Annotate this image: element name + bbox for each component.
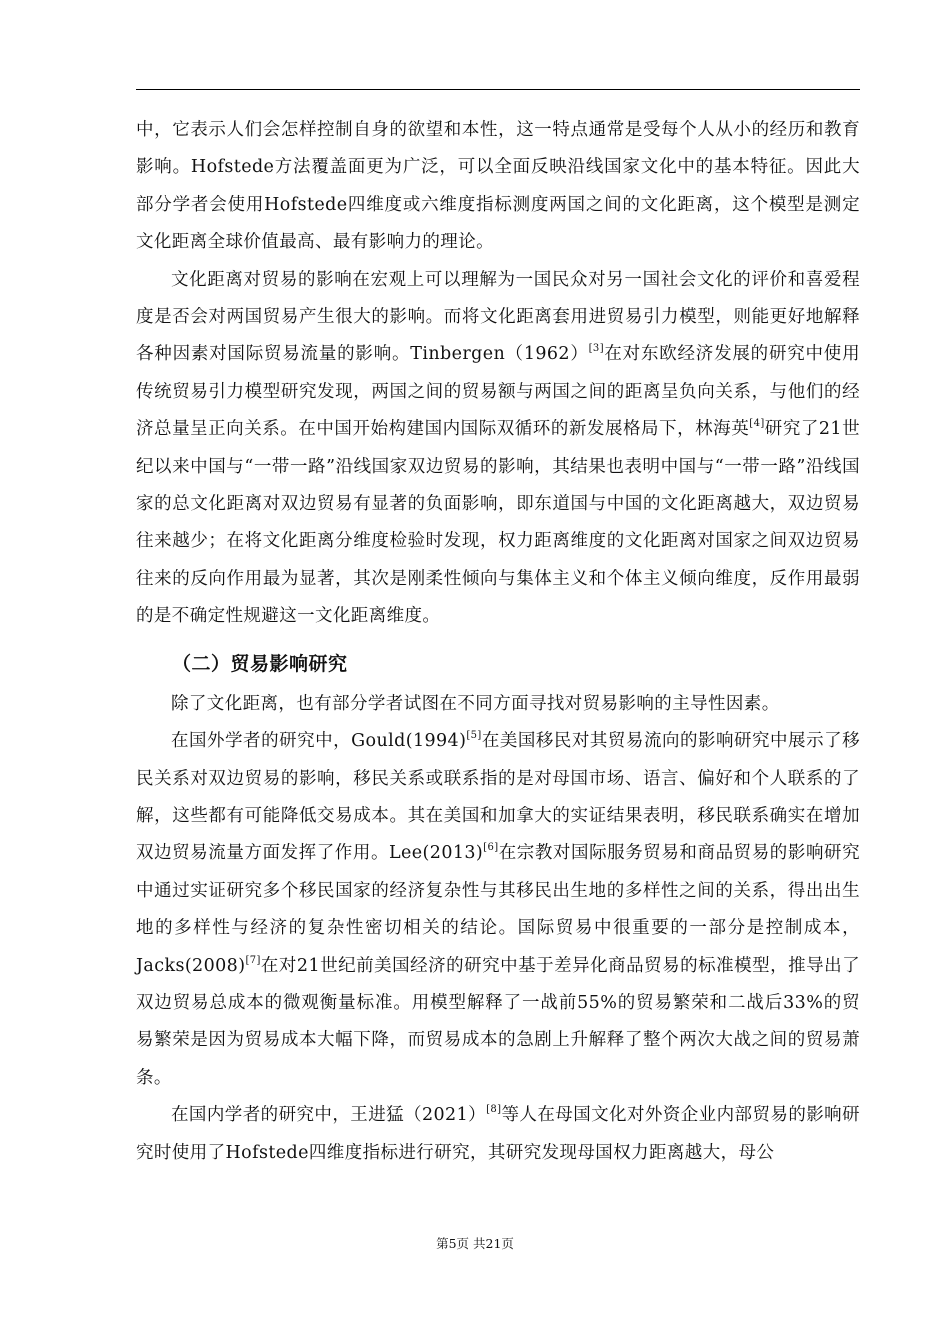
paragraph-5-text-a: 在国内学者的研究中，王进猛（2021） xyxy=(171,1105,487,1126)
citation-4: [4] xyxy=(749,418,765,430)
paragraph-1-text: 中，它表示人们会怎样控制自身的欲望和本性，这一特点通常是受每个人从小的经历和教育影响。Hofstede方法覆盖面更为广泛，可以全面反映沿线国家文化中的基本特征。因此大部分学者会使用Hofstede四维度或六维度指标测度两国之间的文化距离，这个模型是测定文化距离全球价值最高、最有影响力的理论。 xyxy=(136,120,860,253)
paragraph-2-text-c: 研究了21世纪以来中国与“一带一路”沿线国家双边贸易的影响，其结果也表明中国与“一带一路”沿线国家的总文化距离对双边贸易有显著的负面影响，即东道国与中国的文化距离越大，双边贸易往来越少；在将文化距离分维度检验时发现，权力距离维度的文化距离对国家之间双边贸易往来的反向作用最为显著，其次是刚柔性倾向与集体主义和个体主义倾向维度，反作用最弱的是不确定性规避这一文化距离维度。 xyxy=(136,419,860,627)
paragraph-4-text-a: 在国外学者的研究中，Gould(1994) xyxy=(171,731,467,752)
page-body xyxy=(136,112,860,1172)
header-rule xyxy=(136,89,860,90)
paragraph-5-text-b: 等人在母国文化对外资企业内部贸易的影响研究时使用了Hofstede四维度指标进行研究，其研究发现母国权力距离越大，母公 xyxy=(136,1105,860,1163)
paragraph-5 xyxy=(136,1097,860,1172)
paragraph-2-text-b: 在对东欧经济发展的研究中使用传统贸易引力模型研究发现，两国之间的贸易额与两国之间的距离呈负向关系，与他们的经济总量呈正向关系。在中国开始构建国内国际双循环的新发展格局下，林海英 xyxy=(136,344,860,440)
paragraph-3 xyxy=(136,686,860,723)
citation-8: [8] xyxy=(486,1104,502,1116)
paragraph-4 xyxy=(136,723,860,1097)
paragraph-4-text-b: 在美国移民对其贸易流向的影响研究中展示了移民关系对双边贸易的影响，移民关系或联系指的是对母国市场、语言、偏好和个人联系的了解，这些都有可能降低交易成本。其在美国和加拿大的实证结果表明，移民联系确实在增加双边贸易流量方面发挥了作用。Lee(2013) xyxy=(136,731,860,864)
citation-6: [6] xyxy=(483,842,499,854)
paragraph-2 xyxy=(136,262,860,636)
paragraph-1 xyxy=(136,112,860,262)
page-footer: 第5页 共21页 xyxy=(436,1236,514,1251)
citation-7: [7] xyxy=(245,954,261,966)
citation-5: [5] xyxy=(466,730,482,742)
paragraph-2-text-a: 文化距离对贸易的影响在宏观上可以理解为一国民众对另一国社会文化的评价和喜爱程度是否会对两国贸易产生很大的影响。而将文化距离套用进贸易引力模型，则能更好地解释各种因素对国际贸易流量的影响。Tinbergen（1962） xyxy=(136,269,860,365)
paragraph-4-text-d: 在对21世纪前美国经济的研究中基于差异化商品贸易的标准模型，推导出了双边贸易总成本的微观衡量标准。用模型解释了一战前55%的贸易繁荣和二战后33%的贸易繁荣是因为贸易成本大幅下降，而贸易成本的急剧上升解释了整个两次大战之间的贸易萧条。 xyxy=(136,955,860,1088)
paragraph-4-text-c: 在宗教对国际服务贸易和商品贸易的影响研究中通过实证研究多个移民国家的经济复杂性与其移民出生地的多样性之间的关系，得出出生地的多样性与经济的复杂性密切相关的结论。国际贸易中很重要的一部分是控制成本，Jacks(2008) xyxy=(136,843,860,976)
paragraph-3-text: 除了文化距离，也有部分学者试图在不同方面寻找对贸易影响的主导性因素。 xyxy=(171,693,780,714)
citation-3: [3] xyxy=(588,343,604,355)
section-heading: （二）贸易影响研究 xyxy=(172,652,348,675)
